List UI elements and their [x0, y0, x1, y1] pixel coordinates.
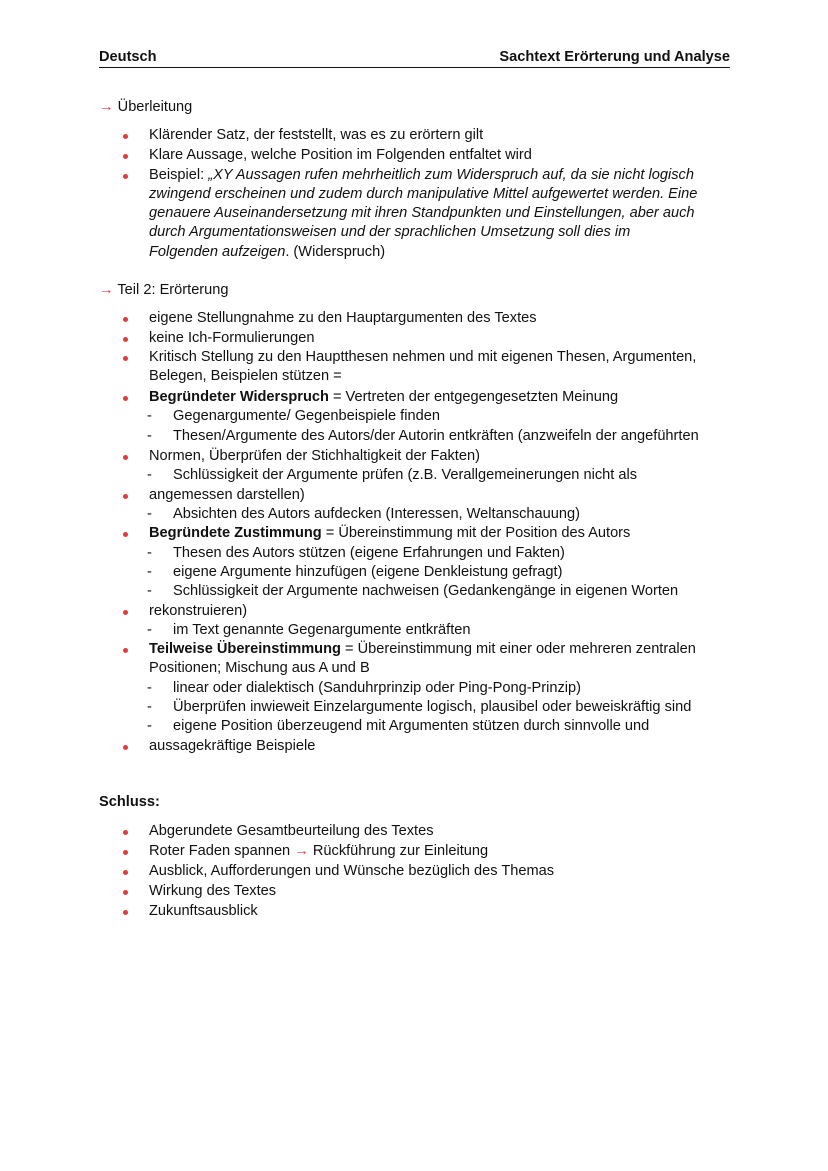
- list-item: [149, 524, 630, 543]
- bullet-icon: [123, 532, 128, 537]
- example-tail: . (Widerspruch): [285, 244, 386, 260]
- sub-item: Gegenargumente/ Gegenbeispiele finden: [173, 408, 440, 424]
- term-definition: = Übereinstimmung mit der Position des Autors: [321, 525, 631, 541]
- dash-marker: -: [147, 699, 152, 715]
- bullet-icon: [123, 396, 128, 401]
- dash-marker: -: [147, 718, 152, 734]
- arrow-icon: →: [294, 843, 309, 859]
- sub-item: Schlüssigkeit der Argumente nachweisen (Gedankengänge in eigenen Worten: [173, 583, 679, 599]
- example-line: [149, 166, 694, 185]
- dash-marker: -: [147, 428, 152, 444]
- bullet-icon: [123, 174, 128, 179]
- bullet-icon: [123, 154, 128, 159]
- list-item: Belegen, Beispielen stützen =: [149, 368, 342, 384]
- list-item: Positionen; Mischung aus A und B: [149, 660, 370, 676]
- subject-label: Deutsch: [99, 49, 157, 65]
- example-text: durch Argumentationsweisen und der sprachlichen Umsetzung soll dies im: [149, 224, 631, 240]
- sub-item: Thesen des Autors stützen (eigene Erfahrungen und Fakten): [173, 545, 565, 561]
- item-text: Rückführung zur Einleitung: [308, 843, 489, 859]
- list-item: Klärender Satz, der feststellt, was es zu erörtern gilt: [149, 127, 484, 143]
- list-item: Klare Aussage, welche Position im Folgenden entfaltet wird: [149, 147, 532, 163]
- list-item: Normen, Überprüfen der Stichhaltigkeit der Fakten): [149, 448, 480, 464]
- sub-item: Absichten des Autors aufdecken (Interessen, Weltanschauung): [173, 506, 580, 522]
- list-item: eigene Stellungnahme zu den Hauptargumenten des Textes: [149, 310, 537, 326]
- bullet-icon: [123, 890, 128, 895]
- bullet-icon: [123, 850, 128, 855]
- section-title: Überleitung: [117, 99, 193, 115]
- bullet-icon: [123, 317, 128, 322]
- bullet-icon: [123, 648, 128, 653]
- example-text: Folgenden aufzeigen: [149, 244, 286, 260]
- dash-marker: -: [147, 467, 152, 483]
- dash-marker: -: [147, 622, 152, 638]
- dash-marker: -: [147, 680, 152, 696]
- bullet-icon: [123, 356, 128, 361]
- dash-marker: -: [147, 545, 152, 561]
- list-item: [149, 640, 696, 659]
- bullet-icon: [123, 870, 128, 875]
- bullet-icon: [123, 910, 128, 915]
- list-item: [149, 388, 618, 407]
- list-item: Abgerundete Gesamtbeurteilung des Textes: [149, 823, 434, 839]
- arrow-icon: →: [99, 282, 114, 298]
- bullet-icon: [123, 337, 128, 342]
- sub-item: linear oder dialektisch (Sanduhrprinzip oder Ping-Pong-Prinzip): [173, 680, 582, 696]
- example-text: genauere Auseinandersetzung mit ihren Standpunkten und Einstellungen, aber auch: [149, 205, 695, 221]
- example-text: „XY Aussagen rufen mehrheitlich zum Widerspruch auf, da sie nicht logisch: [208, 167, 694, 183]
- bullet-icon: [123, 134, 128, 139]
- dash-marker: -: [147, 408, 152, 424]
- dash-marker: -: [147, 506, 152, 522]
- term-bold: Begründete Zustimmung: [149, 525, 322, 541]
- section-heading-eroerterung: [99, 281, 229, 300]
- bullet-icon: [123, 610, 128, 615]
- sub-item: eigene Argumente hinzufügen (eigene Denkleistung gefragt): [173, 564, 563, 580]
- term-bold: Begründeter Widerspruch: [149, 389, 329, 405]
- bullet-icon: [123, 455, 128, 460]
- section-heading-schluss: Schluss:: [99, 794, 160, 810]
- item-text: Roter Faden spannen: [149, 843, 295, 859]
- section-title: Teil 2: Erörterung: [117, 282, 229, 298]
- term-definition: = Übereinstimmung mit einer oder mehreren zentralen: [340, 641, 696, 657]
- sub-item: Überprüfen inwieweit Einzelargumente logisch, plausibel oder beweiskräftig sind: [173, 699, 692, 715]
- list-item: aussagekräftige Beispiele: [149, 738, 316, 754]
- list-item: Wirkung des Textes: [149, 883, 277, 899]
- bullet-icon: [123, 494, 128, 499]
- term-bold: Teilweise Übereinstimmung: [149, 641, 341, 657]
- list-item: keine Ich-Formulierungen: [149, 330, 315, 346]
- list-item: angemessen darstellen): [149, 487, 305, 503]
- sub-item: im Text genannte Gegenargumente entkräften: [173, 622, 471, 638]
- sub-item: Schlüssigkeit der Argumente prüfen (z.B. Verallgemeinerungen nicht als: [173, 467, 638, 483]
- list-item: Ausblick, Aufforderungen und Wünsche bezüglich des Themas: [149, 863, 555, 879]
- list-item: [149, 842, 488, 861]
- example-line: [149, 243, 385, 262]
- example-label: Beispiel:: [149, 167, 209, 183]
- section-heading-ueberleitung: [99, 98, 192, 117]
- list-item: Kritisch Stellung zu den Hauptthesen nehmen und mit eigenen Thesen, Argumenten,: [149, 349, 697, 365]
- arrow-icon: →: [99, 99, 114, 115]
- sub-item: Thesen/Argumente des Autors/der Autorin entkräften (anzweifeln der angeführten: [173, 428, 699, 444]
- bullet-icon: [123, 830, 128, 835]
- list-item: rekonstruieren): [149, 603, 248, 619]
- dash-marker: -: [147, 583, 152, 599]
- example-text: zwingend erscheinen und zudem durch manipulative Mittel aufgewertet werden. Eine: [149, 186, 698, 202]
- document-title: Sachtext Erörterung und Analyse: [499, 49, 730, 65]
- term-definition: = Vertreten der entgegengesetzten Meinung: [328, 389, 619, 405]
- dash-marker: -: [147, 564, 152, 580]
- list-item: Zukunftsausblick: [149, 903, 258, 919]
- bullet-icon: [123, 745, 128, 750]
- page-header: [99, 49, 730, 68]
- sub-item: eigene Position überzeugend mit Argumenten stützen durch sinnvolle und: [173, 718, 650, 734]
